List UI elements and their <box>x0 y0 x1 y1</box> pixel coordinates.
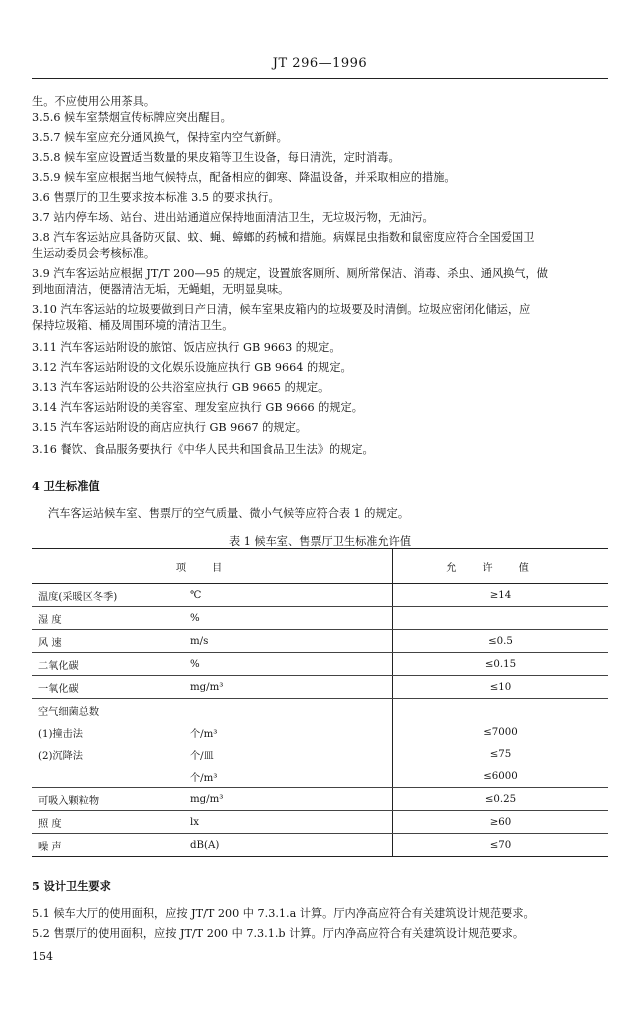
cell-value: ≤7000 <box>483 726 518 738</box>
cell-value <box>393 699 609 722</box>
cell-item <box>32 765 184 788</box>
cell-unit: 个/皿 <box>184 743 393 765</box>
cell-unit: ℃ <box>184 584 393 607</box>
cell-item: 二氧化碳 <box>32 653 184 676</box>
document-header: JT 296—1996 <box>272 56 368 71</box>
paragraph-line: 3.8 汽车客运站应具备防灭鼠、蚊、蝇、蟑螂的药械和措施。病媒昆虫指数和鼠密度应符合全国爱国卫 <box>32 231 535 244</box>
cell-value: ≤75 <box>489 748 512 760</box>
table-row <box>32 743 608 765</box>
cell-item: 一氧化碳 <box>32 676 184 699</box>
paragraph-line: 3.16 餐饮、食品服务要执行《中华人民共和国食品卫生法》的规定。 <box>32 443 374 456</box>
cell-item: 噪 声 <box>32 834 184 857</box>
cell-unit: % <box>184 607 393 630</box>
header-item: 项目 <box>32 549 393 584</box>
paragraph-line: 3.12 汽车客运站附设的文化娱乐设施应执行 GB 9664 的规定。 <box>32 361 352 374</box>
cell-item: (2)沉降法 <box>38 750 83 762</box>
paragraph-line: 3.5.6 候车室禁烟宣传标牌应突出醒目。 <box>32 111 232 124</box>
paragraph-line: 3.15 汽车客运站附设的商店应执行 GB 9667 的规定。 <box>32 421 307 434</box>
paragraph-line: 到地面清洁，便器清洁无垢，无蝇蛆，无明显臭味。 <box>32 283 290 296</box>
paragraph-line: 5.2 售票厅的使用面积，应按 JT/T 200 中 7.3.1.b 计算。厅内净高应符合有关建筑设计规范要求。 <box>32 927 525 940</box>
cell-item: 照 度 <box>32 811 184 834</box>
cell-unit: % <box>184 653 393 676</box>
cell-unit: mg/m³ <box>184 788 393 811</box>
cell-value <box>393 607 609 630</box>
table-row <box>32 788 608 811</box>
cell-value: ≤0.25 <box>393 788 609 811</box>
cell-item: 可吸入颗粒物 <box>32 788 184 811</box>
section-4-title: 4 卫生标准值 <box>32 479 100 493</box>
paragraph-line: 3.6 售票厅的卫生要求按本标准 3.5 的要求执行。 <box>32 191 280 204</box>
cell-value: ≤70 <box>393 834 609 857</box>
cell-item: 风 速 <box>32 630 184 653</box>
cell-value: ≤10 <box>393 676 609 699</box>
section-4-intro: 汽车客运站候车室、售票厅的空气质量、微小气候等应符合表 1 的规定。 <box>48 507 410 520</box>
table-row <box>32 676 608 699</box>
table-row <box>32 630 608 653</box>
paragraph-line: 3.5.9 候车室应根据当地气候特点，配备相应的御寒、降温设备，并采取相应的措施。 <box>32 171 456 184</box>
paragraph-line: 3.5.8 候车室应设置适当数量的果皮箱等卫生设备，每日清洗，定时消毒。 <box>32 151 400 164</box>
cell-value: ≤6000 <box>393 765 609 788</box>
table-row <box>32 834 608 857</box>
table-row <box>32 721 608 743</box>
cell-item: (1)撞击法 <box>38 728 83 740</box>
page-number: 154 <box>32 950 53 963</box>
paragraph-line: 3.14 汽车客运站附设的美容室、理发室应执行 GB 9666 的规定。 <box>32 401 363 414</box>
paragraph-line: 保持垃圾箱、桶及周围环境的清洁卫生。 <box>32 319 234 332</box>
paragraph-line: 3.7 站内停车场、站台、进出站通道应保持地面清洁卫生，无垃圾污物，无油污。 <box>32 211 434 224</box>
table-row <box>32 765 608 788</box>
cell-unit: lx <box>184 811 393 834</box>
paragraph-line: 3.13 汽车客运站附设的公共浴室应执行 GB 9665 的规定。 <box>32 381 330 394</box>
paragraph-line: 3.9 汽车客运站应根据 JT/T 200—95 的规定，设置旅客厕所、厕所常保洁、消毒、杀虫、通风换气，做 <box>32 267 548 280</box>
hygiene-standard-table <box>32 548 608 857</box>
cell-item: 温度(采暖区冬季) <box>32 584 184 607</box>
table-row <box>32 811 608 834</box>
cell-unit: 个/m³ <box>184 721 393 743</box>
cell-value: ≤0.5 <box>393 630 609 653</box>
cell-unit: m/s <box>184 630 393 653</box>
header-allowed-value: 允许值 <box>393 549 609 584</box>
paragraph-line: 3.10 汽车客运站的垃圾要做到日产日清，候车室果皮箱内的垃圾要及时清倒。垃圾应密闭化储运，应 <box>32 303 531 316</box>
table-row <box>32 699 608 722</box>
paragraph-line: 3.11 汽车客运站附设的旅馆、饭店应执行 GB 9663 的规定。 <box>32 341 341 354</box>
paragraph-line: 生。不应使用公用茶具。 <box>32 95 156 108</box>
paragraph-line: 生运动委员会考核标准。 <box>32 247 156 260</box>
table-row <box>32 607 608 630</box>
cell-value: ≤0.15 <box>393 653 609 676</box>
cell-unit <box>184 699 393 722</box>
cell-value: ≥14 <box>393 584 609 607</box>
cell-unit: 个/m³ <box>184 765 393 788</box>
paragraph-line: 5.1 候车大厅的使用面积，应按 JT/T 200 中 7.3.1.a 计算。厅内净高应符合有关建筑设计规范要求。 <box>32 907 535 920</box>
cell-item: 湿 度 <box>32 607 184 630</box>
table-row <box>32 653 608 676</box>
cell-unit: mg/m³ <box>184 676 393 699</box>
cell-unit: dB(A) <box>184 834 393 857</box>
table-row <box>32 584 608 607</box>
header-divider <box>32 78 608 79</box>
table-caption: 表 1 候车室、售票厅卫生标准允许值 <box>228 535 412 548</box>
paragraph-line: 3.5.7 候车室应充分通风换气，保持室内空气新鲜。 <box>32 131 288 144</box>
section-5-title: 5 设计卫生要求 <box>32 879 111 893</box>
cell-item: 空气细菌总数 <box>38 706 100 718</box>
cell-value: ≥60 <box>393 811 609 834</box>
